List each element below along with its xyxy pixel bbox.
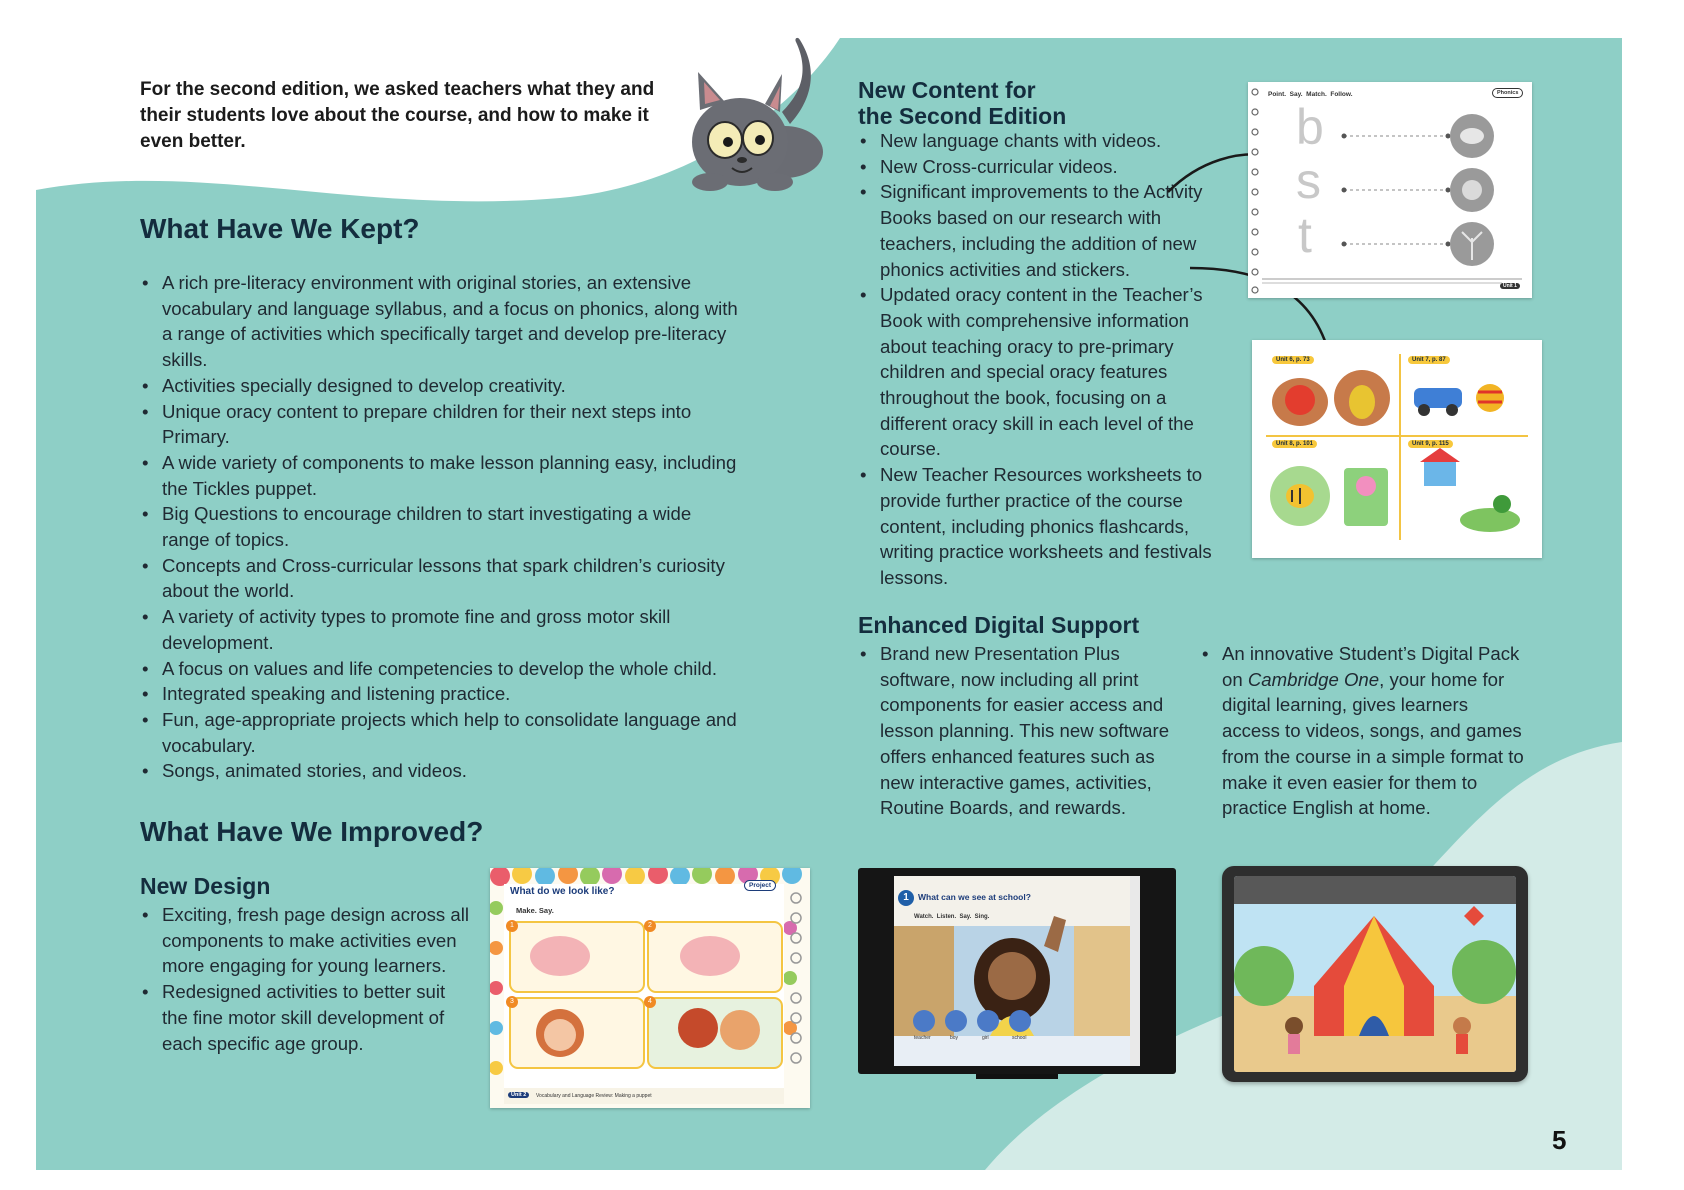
list-item: • Fun, age-appropriate projects which help to consolidate language and vocabulary. <box>140 707 740 758</box>
step-number: 2 <box>644 920 656 932</box>
step-number: 4 <box>644 996 656 1008</box>
screen-instructions: Watch. Listen. Say. Sing. <box>914 914 990 920</box>
stickers-page-image <box>1252 340 1542 558</box>
phonics-instructions: Point. Say. Match. Follow. <box>1268 91 1353 98</box>
new-content-heading-line1: New Content for <box>858 77 1036 103</box>
list-item: • Brand new Presentation Plus software, now including all print components for easier access and lesson planning. This new software offers enhanced features such as new interactive games, activities, Routine Boards, and rewards. <box>858 641 1188 821</box>
digital-list-left <box>858 641 1188 821</box>
sticker-label: Unit 9, p. 115 <box>1408 440 1453 448</box>
list-item: • A variety of activity types to promote fine and gross motor skill development. <box>140 604 740 655</box>
circus-scene <box>1234 876 1516 1072</box>
list-item: • A focus on values and life competencies to develop the whole child. <box>140 656 740 682</box>
digital-heading: Enhanced Digital Support <box>858 612 1140 638</box>
list-item: • Songs, animated stories, and videos. <box>140 758 740 784</box>
step-number: 3 <box>506 996 518 1008</box>
screen-title: What can we see at school? <box>918 892 1031 902</box>
digital-item2-before: An innovative Student’s Digital Pack on <box>1222 643 1520 690</box>
screen-word: girl <box>982 1035 989 1041</box>
project-footer-unit: Unit 2 <box>508 1092 529 1098</box>
new-content-heading-line2: the Second Edition <box>858 103 1067 129</box>
kept-list <box>140 270 740 784</box>
tablet-screen <box>1234 876 1516 1072</box>
list-item: • A rich pre-literacy environment with original stories, an extensive vocabulary and language syllabus, and a focus on phonics, along with a range of activities which specifically target and develop pre-literacy skills. <box>140 270 740 373</box>
kept-heading: What Have We Kept? <box>140 213 420 244</box>
screen-number: 1 <box>898 890 914 906</box>
sticker-label: Unit 7, p. 87 <box>1408 356 1450 364</box>
phonics-page-art <box>1248 82 1532 298</box>
list-item: • New language chants with videos. <box>858 128 1226 154</box>
phonics-letter: b <box>1296 99 1324 155</box>
digital-list-right <box>1200 641 1530 821</box>
stickers-art <box>1252 340 1542 558</box>
cat-illustration <box>670 32 850 212</box>
list-item: • Big Questions to encourage children to start investigating a wide range of topics. <box>140 501 740 552</box>
sticker-label: Unit 8, p. 101 <box>1272 440 1317 448</box>
page-number: 5 <box>1552 1125 1567 1155</box>
phonics-letter: t <box>1298 207 1312 263</box>
digital-item2-after: , your home for digital learning, gives learners access to videos, songs, and games from the course in a simple format to make it even easier for them to practice English at home. <box>1222 668 1524 819</box>
monitor-stand <box>976 1074 1058 1079</box>
list-item: • Concepts and Cross-curricular lessons that spark children’s curiosity about the world. <box>140 553 740 604</box>
improved-heading: What Have We Improved? <box>140 816 484 847</box>
screen-word: boy <box>950 1035 959 1041</box>
phonics-unit: Unit 1 <box>1500 283 1520 289</box>
project-title: What do we look like? <box>510 886 615 897</box>
tablet-image <box>1222 866 1528 1082</box>
list-item <box>1200 641 1530 821</box>
project-tag: Project <box>744 880 776 891</box>
phonics-letter: s <box>1296 153 1321 209</box>
screen-word: teacher <box>914 1035 931 1041</box>
phonics-page-image <box>1248 82 1532 298</box>
intro-text: For the second edition, we asked teachers what they and their students love about the course, and how to make it even better. <box>140 79 655 152</box>
step-number: 1 <box>506 920 518 932</box>
phonics-tag: Phonics <box>1492 88 1523 98</box>
design-list <box>140 902 470 1056</box>
list-item: • Significant improvements to the Activity Books based on our research with teachers, including the addition of new phonics activities and stickers. <box>858 179 1226 282</box>
list-item: • New Cross-curricular videos. <box>858 154 1226 180</box>
project-page-image <box>490 868 810 1108</box>
list-item: • New Teacher Resources worksheets to provide further practice of the course content, including phonics flashcards, writing practice worksheets and festivals lessons. <box>858 462 1226 591</box>
sticker-label: Unit 6, p. 73 <box>1272 356 1314 364</box>
list-item: • Integrated speaking and listening practice. <box>140 681 740 707</box>
confetti-border <box>490 868 810 1108</box>
list-item: • Redesigned activities to better suit the fine motor skill development of each specific age group. <box>140 979 470 1056</box>
list-item: • Activities specially designed to develop creativity. <box>140 373 740 399</box>
new-design-heading: New Design <box>140 873 271 899</box>
list-item: • Unique oracy content to prepare children for their next steps into Primary. <box>140 399 740 450</box>
list-item: • Updated oracy content in the Teacher’s Book with comprehensive information about teaching oracy to pre-primary children and special oracy features throughout the book, focusing on a different oracy skill in each level of the course. <box>858 282 1226 462</box>
monitor-screen <box>894 876 1140 1066</box>
monitor-image <box>858 868 1176 1074</box>
screen-word: school <box>1012 1035 1027 1041</box>
project-instructions: Make. Say. <box>516 906 554 915</box>
cambridge-one-name: Cambridge One <box>1247 668 1380 690</box>
list-item: • A wide variety of components to make lesson planning easy, including the Tickles puppet. <box>140 450 740 501</box>
new-content-heading <box>858 77 1066 129</box>
project-footer-text: Vocabulary and Language Review: Making a puppet <box>536 1093 652 1099</box>
list-item: • Exciting, fresh page design across all components to make activities even more engaging for young learners. <box>140 902 470 979</box>
